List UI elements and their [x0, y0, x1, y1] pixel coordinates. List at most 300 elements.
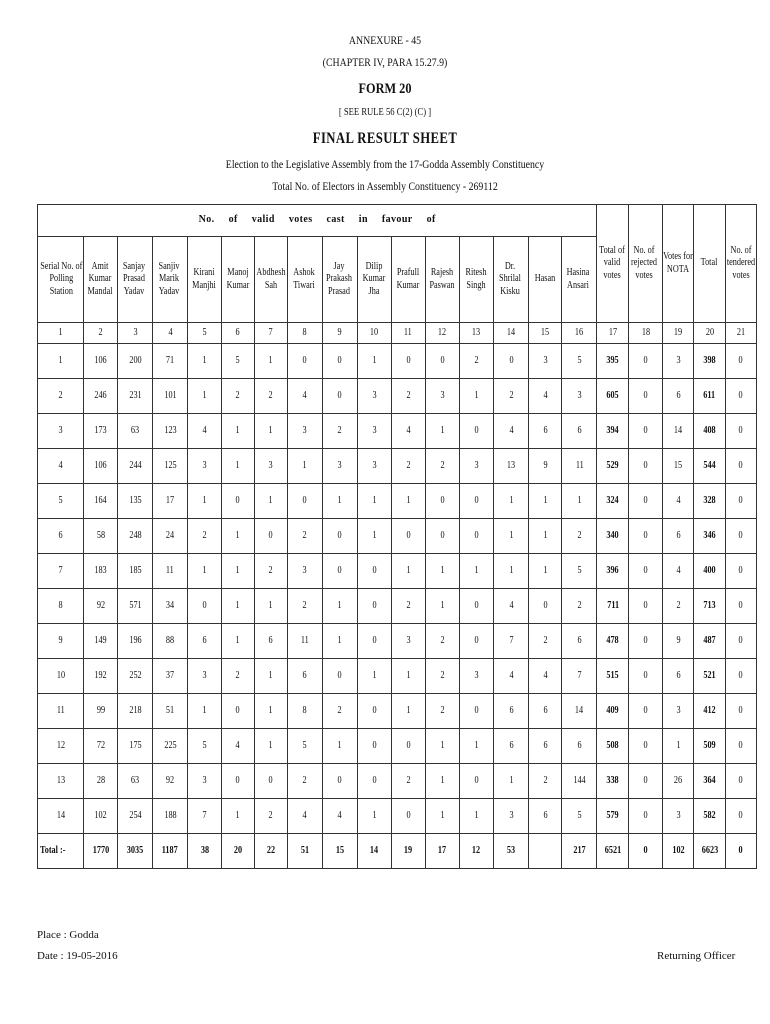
vote-cell: 1	[222, 624, 255, 659]
vote-cell: 0	[459, 484, 494, 519]
vote-cell: 1	[494, 519, 529, 554]
vote-cell: 102	[84, 799, 118, 834]
vote-cell: 2	[222, 659, 255, 694]
candidate-name: Hasina Ansari	[566, 267, 590, 291]
vote-cell: 713	[694, 589, 726, 624]
vote-cell: 0	[322, 344, 357, 379]
vote-cell: 396	[597, 554, 629, 589]
vote-cell: 2	[425, 694, 459, 729]
table-row	[38, 659, 757, 694]
vote-cell: 364	[694, 764, 726, 799]
vote-cell: 3	[254, 449, 287, 484]
vote-cell: 1	[188, 694, 222, 729]
polling-station-number: 12	[38, 729, 84, 764]
vote-cell: 2	[254, 554, 287, 589]
vote-cell: 58	[84, 519, 118, 554]
vote-cell: 2	[459, 344, 494, 379]
candidate-name: Kirani Manjhi	[192, 267, 216, 291]
vote-cell: 6	[494, 729, 529, 764]
vote-cell: 0	[725, 414, 756, 449]
vote-cell: 1	[663, 729, 694, 764]
vote-cell: 3	[188, 659, 222, 694]
vote-cell: 9	[529, 449, 562, 484]
vote-cell: 2	[663, 589, 694, 624]
column-number: 7	[254, 323, 287, 344]
vote-cell: 2	[562, 589, 597, 624]
vote-cell: 582	[694, 799, 726, 834]
vote-cell: 2	[562, 519, 597, 554]
vote-cell: 4	[494, 659, 529, 694]
candidate-name: Abdhesh Sah	[256, 267, 286, 291]
column-number: 6	[222, 323, 255, 344]
vote-cell: 1	[529, 519, 562, 554]
vote-cell: 0	[357, 589, 391, 624]
vote-cell: 1	[222, 554, 255, 589]
vote-cell: 1	[425, 414, 459, 449]
vote-cell: 340	[597, 519, 629, 554]
section-title	[38, 205, 597, 237]
vote-cell: 0	[222, 694, 255, 729]
vote-cell: 1	[287, 449, 322, 484]
candidate-name: Sanjay Prasad Yadav	[123, 260, 146, 297]
column-number: 3	[118, 323, 153, 344]
section-title-word: cast	[326, 214, 345, 226]
section-title-word: in	[358, 214, 368, 226]
vote-cell: 144	[562, 764, 597, 799]
total-cell: 14	[357, 834, 391, 869]
candidate-name: Amit Kumar Mandal	[87, 260, 113, 297]
table-row	[38, 554, 757, 589]
vote-cell: 26	[663, 764, 694, 799]
column-number: 20	[694, 323, 726, 344]
vote-cell: 51	[153, 694, 188, 729]
vote-cell: 4	[494, 414, 529, 449]
candidate-header	[391, 237, 425, 323]
vote-cell: 1	[357, 484, 391, 519]
vote-cell: 4	[663, 554, 694, 589]
polling-station-number: 7	[38, 554, 84, 589]
vote-cell: 6	[562, 414, 597, 449]
column-number: 14	[494, 323, 529, 344]
vote-cell: 2	[391, 764, 425, 799]
candidate-header	[84, 237, 118, 323]
vote-cell: 1	[425, 589, 459, 624]
vote-cell: 5	[562, 344, 597, 379]
vote-cell: 0	[322, 379, 357, 414]
vote-cell: 509	[694, 729, 726, 764]
vote-cell: 0	[254, 764, 287, 799]
vote-cell: 196	[118, 624, 153, 659]
vote-cell: 1	[322, 484, 357, 519]
vote-cell: 0	[629, 414, 663, 449]
vote-cell: 92	[84, 589, 118, 624]
vote-cell: 0	[529, 589, 562, 624]
candidate-header	[425, 237, 459, 323]
vote-cell: 1	[357, 519, 391, 554]
vote-cell: 164	[84, 484, 118, 519]
vote-cell: 1	[357, 344, 391, 379]
header-label: Total of valid votes	[599, 244, 626, 281]
vote-cell: 487	[694, 624, 726, 659]
vote-cell: 3	[188, 449, 222, 484]
polling-station-number: 6	[38, 519, 84, 554]
vote-cell: 0	[725, 764, 756, 799]
vote-cell: 1	[459, 379, 494, 414]
table-row	[38, 624, 757, 659]
vote-cell: 6	[663, 519, 694, 554]
polling-station-number: 14	[38, 799, 84, 834]
candidate-header	[222, 237, 255, 323]
column-number: 5	[188, 323, 222, 344]
vote-cell: 72	[84, 729, 118, 764]
vote-cell: 1	[254, 414, 287, 449]
vote-cell: 2	[322, 414, 357, 449]
vote-cell: 9	[663, 624, 694, 659]
vote-cell: 4	[188, 414, 222, 449]
table-row	[38, 484, 757, 519]
vote-cell: 0	[322, 519, 357, 554]
vote-cell: 1	[357, 659, 391, 694]
header-total-valid	[597, 205, 629, 323]
vote-cell: 0	[391, 729, 425, 764]
table-row	[38, 519, 757, 554]
column-number: 10	[357, 323, 391, 344]
candidate-name: Dr. Shrilal Kisku	[499, 260, 522, 297]
vote-cell: 3	[391, 624, 425, 659]
vote-cell: 0	[459, 694, 494, 729]
vote-cell: 1	[425, 799, 459, 834]
vote-cell: 0	[725, 624, 756, 659]
column-number: 16	[562, 323, 597, 344]
vote-cell: 1	[222, 414, 255, 449]
total-cell: 12	[459, 834, 494, 869]
vote-cell: 1	[254, 729, 287, 764]
vote-cell: 11	[562, 449, 597, 484]
vote-cell: 3	[287, 414, 322, 449]
vote-cell: 15	[663, 449, 694, 484]
vote-cell: 2	[494, 379, 529, 414]
vote-cell: 0	[357, 694, 391, 729]
vote-cell: 0	[425, 519, 459, 554]
vote-cell: 192	[84, 659, 118, 694]
vote-cell: 1	[459, 799, 494, 834]
vote-cell: 225	[153, 729, 188, 764]
column-number: 1	[38, 323, 84, 344]
vote-cell: 3	[425, 379, 459, 414]
vote-cell: 2	[391, 379, 425, 414]
vote-cell: 135	[118, 484, 153, 519]
vote-cell: 101	[153, 379, 188, 414]
vote-cell: 1	[425, 764, 459, 799]
vote-cell: 529	[597, 449, 629, 484]
vote-cell: 1	[222, 589, 255, 624]
vote-cell: 17	[153, 484, 188, 519]
column-number: 8	[287, 323, 322, 344]
vote-cell: 408	[694, 414, 726, 449]
vote-cell: 0	[357, 729, 391, 764]
column-number-row	[38, 323, 757, 344]
vote-cell: 4	[494, 589, 529, 624]
vote-cell: 7	[562, 659, 597, 694]
vote-cell: 1	[254, 694, 287, 729]
vote-cell: 13	[494, 449, 529, 484]
header-label: Total	[700, 257, 718, 269]
vote-cell: 0	[357, 764, 391, 799]
candidate-header	[153, 237, 188, 323]
vote-cell: 6	[494, 694, 529, 729]
vote-cell: 571	[118, 589, 153, 624]
vote-cell: 0	[629, 624, 663, 659]
vote-cell: 14	[562, 694, 597, 729]
candidate-header	[357, 237, 391, 323]
vote-cell: 1	[188, 554, 222, 589]
vote-cell: 1	[222, 449, 255, 484]
vote-cell: 4	[391, 414, 425, 449]
rule-reference: [ SEE RULE 56 C(2) (C) ]	[338, 107, 432, 118]
candidate-name: Rajesh Paswan	[429, 267, 455, 291]
column-number: 4	[153, 323, 188, 344]
column-number: 12	[425, 323, 459, 344]
vote-cell: 0	[459, 519, 494, 554]
polling-station-number: 13	[38, 764, 84, 799]
table-row	[38, 449, 757, 484]
vote-cell: 544	[694, 449, 726, 484]
vote-cell: 1	[222, 519, 255, 554]
vote-cell: 4	[222, 729, 255, 764]
vote-cell: 0	[222, 484, 255, 519]
vote-cell: 2	[287, 589, 322, 624]
total-cell: 0	[629, 834, 663, 869]
section-title-word: valid	[251, 214, 275, 226]
total-cell: 6521	[597, 834, 629, 869]
vote-cell: 1	[562, 484, 597, 519]
vote-cell: 7	[188, 799, 222, 834]
vote-cell: 412	[694, 694, 726, 729]
vote-cell: 2	[391, 449, 425, 484]
vote-cell: 1	[254, 344, 287, 379]
vote-cell: 579	[597, 799, 629, 834]
vote-cell: 6	[529, 729, 562, 764]
vote-cell: 0	[425, 484, 459, 519]
vote-cell: 1	[188, 484, 222, 519]
polling-station-number: 9	[38, 624, 84, 659]
candidate-name: Jay Prakash Prasad	[325, 260, 352, 297]
vote-cell: 0	[629, 484, 663, 519]
vote-cell: 395	[597, 344, 629, 379]
vote-cell: 3	[562, 379, 597, 414]
vote-cell: 63	[118, 764, 153, 799]
vote-cell: 2	[529, 764, 562, 799]
date-label: Date : 19-05-2016	[37, 950, 118, 962]
vote-cell: 5	[222, 344, 255, 379]
vote-cell: 0	[425, 344, 459, 379]
vote-cell: 1	[222, 799, 255, 834]
total-cell: 15	[322, 834, 357, 869]
vote-cell: 1	[391, 554, 425, 589]
total-cell: 1770	[84, 834, 118, 869]
vote-cell: 2	[287, 764, 322, 799]
vote-cell: 4	[529, 659, 562, 694]
vote-cell: 231	[118, 379, 153, 414]
total-cell: 17	[425, 834, 459, 869]
vote-cell: 3	[357, 449, 391, 484]
vote-cell: 346	[694, 519, 726, 554]
vote-cell: 0	[629, 344, 663, 379]
vote-cell: 6	[529, 414, 562, 449]
vote-cell: 328	[694, 484, 726, 519]
vote-cell: 0	[222, 764, 255, 799]
total-cell: 217	[562, 834, 597, 869]
polling-station-number: 1	[38, 344, 84, 379]
vote-cell: 6	[287, 659, 322, 694]
vote-cell: 4	[287, 799, 322, 834]
vote-cell: 1	[494, 484, 529, 519]
vote-cell: 0	[459, 589, 494, 624]
column-number: 15	[529, 323, 562, 344]
vote-cell: 175	[118, 729, 153, 764]
vote-cell: 0	[629, 554, 663, 589]
vote-cell: 2	[222, 379, 255, 414]
header-label: No. of tendered votes	[726, 244, 756, 281]
vote-cell: 6	[529, 799, 562, 834]
vote-cell: 185	[118, 554, 153, 589]
vote-cell: 125	[153, 449, 188, 484]
vote-cell: 2	[188, 519, 222, 554]
vote-cell: 0	[725, 799, 756, 834]
vote-cell: 611	[694, 379, 726, 414]
column-number: 18	[629, 323, 663, 344]
vote-cell: 2	[425, 659, 459, 694]
vote-cell: 7	[494, 624, 529, 659]
total-cell: 0	[725, 834, 756, 869]
total-cell: 22	[254, 834, 287, 869]
vote-cell: 0	[391, 344, 425, 379]
polling-station-number: 2	[38, 379, 84, 414]
candidate-header	[494, 237, 529, 323]
table-row	[38, 344, 757, 379]
vote-cell: 5	[562, 554, 597, 589]
vote-cell: 0	[629, 449, 663, 484]
polling-station-number: 8	[38, 589, 84, 624]
vote-cell: 605	[597, 379, 629, 414]
vote-cell: 1	[254, 659, 287, 694]
vote-cell: 0	[357, 554, 391, 589]
vote-cell: 254	[118, 799, 153, 834]
vote-cell: 0	[725, 484, 756, 519]
polling-station-number: 4	[38, 449, 84, 484]
vote-cell: 0	[629, 659, 663, 694]
sheet-title: FINAL RESULT SHEET	[312, 130, 458, 147]
vote-cell: 218	[118, 694, 153, 729]
vote-cell: 0	[629, 694, 663, 729]
header-label: Votes for NOTA	[663, 251, 694, 275]
vote-cell: 3	[459, 449, 494, 484]
section-title-row	[38, 205, 757, 237]
vote-cell: 0	[254, 519, 287, 554]
vote-cell: 0	[287, 484, 322, 519]
vote-cell: 1	[322, 624, 357, 659]
vote-cell: 99	[84, 694, 118, 729]
total-electors: Total No. of Electors in Assembly Constituency - 269112	[272, 179, 498, 193]
vote-cell: 0	[629, 764, 663, 799]
candidate-header	[287, 237, 322, 323]
polling-station-number: 10	[38, 659, 84, 694]
vote-cell: 4	[663, 484, 694, 519]
vote-cell: 6	[562, 729, 597, 764]
column-number: 13	[459, 323, 494, 344]
vote-cell: 183	[84, 554, 118, 589]
candidate-name: Prafull Kumar	[396, 267, 420, 291]
vote-cell: 3	[663, 799, 694, 834]
column-number: 2	[84, 323, 118, 344]
total-cell	[529, 834, 562, 869]
header-rejected	[629, 205, 663, 323]
vote-cell: 149	[84, 624, 118, 659]
vote-cell: 398	[694, 344, 726, 379]
vote-cell: 2	[254, 799, 287, 834]
vote-cell: 5	[287, 729, 322, 764]
vote-cell: 1	[391, 694, 425, 729]
header-total	[694, 205, 726, 323]
vote-cell: 478	[597, 624, 629, 659]
vote-cell: 515	[597, 659, 629, 694]
vote-cell: 5	[562, 799, 597, 834]
election-description: Election to the Legislative Assembly from the 17-Godda Assembly Constituency	[225, 157, 545, 171]
vote-cell: 0	[494, 344, 529, 379]
totals-label: Total :-	[38, 834, 84, 869]
vote-cell: 0	[287, 344, 322, 379]
vote-cell: 0	[357, 624, 391, 659]
table-row	[38, 764, 757, 799]
total-cell: 1187	[153, 834, 188, 869]
vote-cell: 0	[391, 519, 425, 554]
vote-cell: 2	[425, 624, 459, 659]
vote-cell: 11	[153, 554, 188, 589]
table-row	[38, 729, 757, 764]
vote-cell: 0	[725, 729, 756, 764]
total-cell: 38	[188, 834, 222, 869]
polling-station-number: 3	[38, 414, 84, 449]
vote-cell: 1	[494, 764, 529, 799]
candidate-header	[529, 237, 562, 323]
vote-cell: 88	[153, 624, 188, 659]
candidate-name: Hasan	[535, 273, 556, 285]
vote-cell: 0	[391, 799, 425, 834]
vote-cell: 0	[629, 379, 663, 414]
vote-cell: 1	[529, 554, 562, 589]
vote-cell: 63	[118, 414, 153, 449]
vote-cell: 0	[459, 414, 494, 449]
vote-cell: 1	[459, 554, 494, 589]
table-row	[38, 414, 757, 449]
totals-row	[38, 834, 757, 869]
vote-cell: 246	[84, 379, 118, 414]
vote-cell: 3	[663, 344, 694, 379]
vote-cell: 0	[629, 799, 663, 834]
total-cell: 51	[287, 834, 322, 869]
vote-cell: 3	[529, 344, 562, 379]
vote-cell: 6	[254, 624, 287, 659]
vote-cell: 3	[494, 799, 529, 834]
total-cell: 6623	[694, 834, 726, 869]
total-cell: 20	[222, 834, 255, 869]
column-number: 17	[597, 323, 629, 344]
vote-cell: 248	[118, 519, 153, 554]
vote-cell: 508	[597, 729, 629, 764]
section-title-word: No.	[198, 214, 215, 226]
vote-cell: 338	[597, 764, 629, 799]
vote-cell: 0	[188, 589, 222, 624]
